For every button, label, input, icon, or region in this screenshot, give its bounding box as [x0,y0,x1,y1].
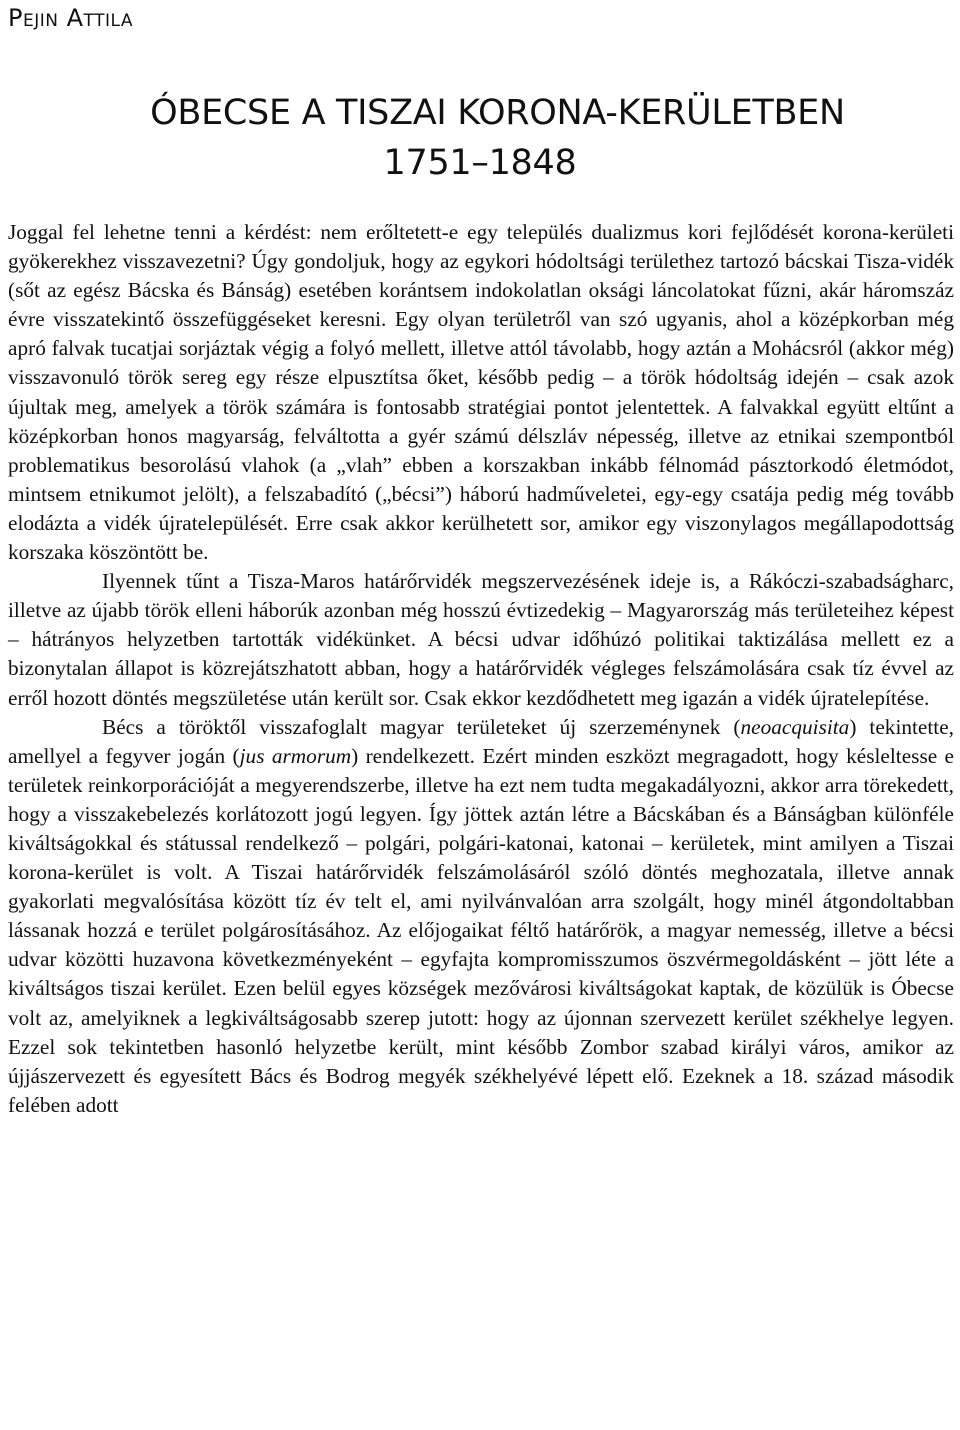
title-line-main: ÓBECSE A TISZAI KORONA-KERÜLETBEN [150,93,845,133]
paragraph-1: Joggal fel lehetne tenni a kérdést: nem erőltetett-e egy település dualizmus kori fejlődését korona-kerületi gyökerekhez visszavezetni? Úgy gondoljuk, hogy az egykori hódoltsági területhez tartozó bácskai Tisza-vidék (sőt az egész Bácska és Bánság) esetében korántsem indokolatlan oksági láncolatokat fűzni, akár háromszáz évre visszatekintő összefüggéseket keresni. Egy olyan területről van szó ugyanis, ahol a középkorban még apró falvak tucatjai sorjáztak végig a folyó mellett, illetve attól távolabb, hogy aztán a Mohácsról (akkor még) visszavonuló török sereg egy része elpusztítsa őket, később pedig – a török hódoltság idején – csak azok újultak meg, amelyek a török számára is fontosabb stratégiai pontot jelentettek. A falvakkal együtt eltűnt a középkorban honos magyarság, felváltotta a gyér számú délszláv népesség, illetve az etnikai szempontból problematikus besorolású vlahok (a „vlah” ebben a korszakban inkább félnomád pásztorkodó életmódot, mintsem etnikumot jelölt), a felszabadító („bécsi”) háború hadműveletei, egy-egy csatája pedig még tovább elodázta a vidék újratelepülését. Erre csak akkor kerülhetett sor, amikor egy viszonylagos megállapodottság korszaka köszöntött be. [8,220,954,565]
article-body [8,218,954,1120]
paragraph-2: Ilyennek tűnt a Tisza-Maros határőrvidék megszervezésének ideje is, a Rákóczi-szabadságharc, illetve az újabb török elleni háborúk azonban még hosszú évtizedekig – Magyarország más területeihez képest – hátrányos helyzetben tartották vidékünket. A bécsi udvar időhúzó politikai taktizálása mellett ez a bizonytalan állapot is közrejátszhatott abban, hogy a határőrvidék végleges felszámolására csak tíz évvel az erről hozott döntés megszületése után került sor. Csak ekkor kezdődhetett meg igazán a vidék újratelepítése. [8,569,954,710]
paragraph-3 [8,713,954,1120]
italic-term-neoacquisita: neoacquisita [740,714,850,739]
author-name: Pejin Attila [8,4,133,32]
italic-term-jus-armorum: jus armorum [239,743,352,768]
paragraph-3-part-3: ) rendelkezett. Ezért minden eszközt megragadott, hogy késleltesse e területek reinkorporációját a megyerendszerbe, illetve ha ezt nem tudta megakadályozni, akkor arra törekedett, hogy a visszakebelezés korlátozott jogú legyen. Így jöttek aztán létre a Bácskában és a Bánságban különféle kiváltságokkal és státussal rendelkező – polgári, polgári-katonai, katonai – kerületek, mint amilyen a Tiszai korona-kerület is volt. A Tiszai határőrvidék felszámolásáról szóló döntés meghozatala, illetve annak gyakorlati megvalósítása között tíz év telt el, ami nyilvánvalóan arra szolgált, hogy minél átgondoltabban lássanak hozzá e terület polgárosításához. Az előjogaikat féltő határőrök, a magyar nemesség, illetve a bécsi udvar közötti huzavona következményeként – egyfajta kompromisszumos öszvérmegoldásként – jött léte a kiváltságos tiszai kerület. Ezen belül egyes községek mezővárosi kiváltságokat kaptak, de közülük is Óbecse volt az, amelyiknek a legkiváltságosabb szerep jutott: hogy az újonnan szervezett kerület székhelye legyen. Ezzel sok tekintetben hasonló helyzetbe került, mint később Zombor szabad királyi város, amikor az újjászervezett és egyesített Bács és Bodrog megyék székhelyévé lépett elő. Ezeknek a 18. század második felében adott [8,743,954,1117]
article-title [0,88,960,188]
paragraph-3-part-1: Bécs a töröktől visszafoglalt magyar területeket új szerzeménynek ( [102,714,741,739]
paragraph-3-part-2: ) tekintette, amellyel a fegyver jogán ( [8,714,954,768]
title-line-years: 1751–1848 [383,143,577,183]
